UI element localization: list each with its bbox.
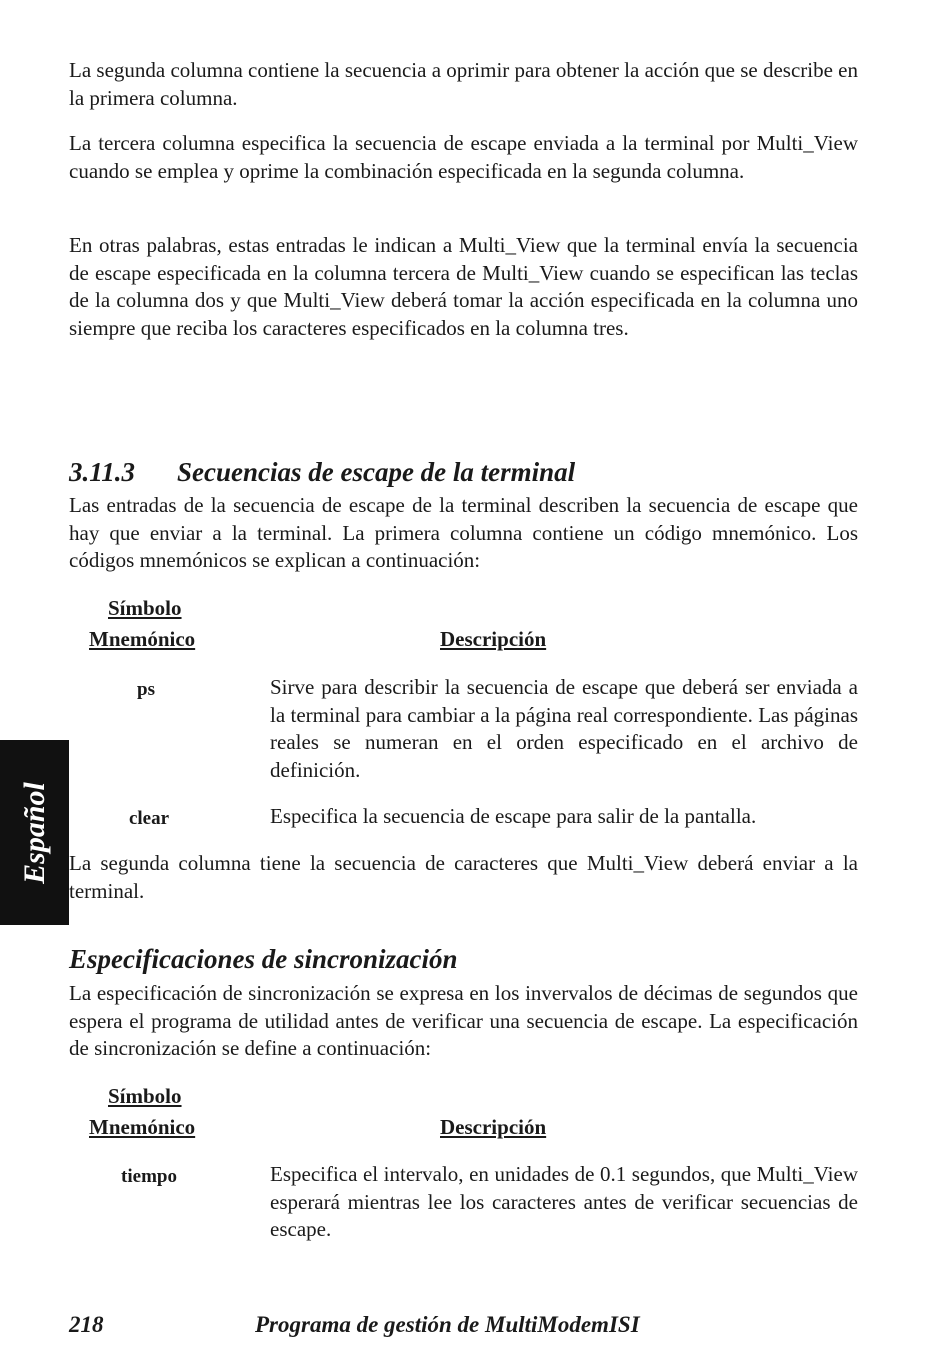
- language-side-tab: [0, 740, 69, 925]
- section-terminal-body: Las entradas de la secuencia de escape de la terminal describen la secuencia de escape que hay que enviar a la terminal. La primera columna contiene un código mnemónico. Los códigos mnemónicos se explican a continuación:: [69, 493, 858, 573]
- intro-paragraph-3: En otras palabras, estas entradas le indican a Multi_View que la terminal envía la secuencia de escape especificada en la columna tercera de Multi_View cuando se especifican las teclas de la columna dos y que Multi_View deberá tomar la acción especificada en la columna uno siempre que reciba los caracteres especificados en la columna tres.: [69, 233, 858, 340]
- section-sync-body: La especificación de sincronización se expresa en los invervalos de décimas de segundos que espera el programa de utilidad antes de verificar una secuencia de escape. La especificación de sincronización se define a continuación:: [69, 981, 858, 1061]
- section-number: 3.11.3: [69, 457, 136, 487]
- table1-desc-ps: Sirve para describir la secuencia de escape que deberá ser enviada a la terminal para cambiar a la página real correspondiente. Las páginas reales se numeran en el orden especificado en el archivo de definición.: [270, 675, 858, 782]
- table2-col1-line2: Mnemónico: [89, 1115, 196, 1139]
- section-terminal-after: La segunda columna tiene la secuencia de caracteres que Multi_View deberá enviar a la terminal.: [69, 851, 858, 903]
- table2-term-tiempo: tiempo: [121, 1166, 177, 1187]
- table1-col2-header: Descripción: [440, 627, 547, 651]
- language-tab-label: Español: [17, 781, 51, 884]
- table1-col1-line2: Mnemónico: [89, 627, 196, 651]
- intro-paragraph-1: La segunda columna contiene la secuencia a oprimir para obtener la acción que se describe en la primera columna.: [69, 58, 858, 110]
- table2-desc-tiempo: Especifica el intervalo, en unidades de 0.1 segundos, que Multi_View esperará mientras lee los caracteres antes de verificar secuencias de escape.: [270, 1162, 858, 1242]
- table1-desc-clear: Especifica la secuencia de escape para salir de la pantalla.: [270, 804, 757, 828]
- table2-col1-line1: Símbolo: [108, 1084, 182, 1108]
- section-title: Secuencias de escape de la terminal: [177, 457, 576, 487]
- section-heading-sync: Especificaciones de sincronización: [69, 944, 458, 974]
- page-number: 218: [69, 1312, 104, 1337]
- section-heading-terminal: [69, 456, 575, 488]
- table1-col1-line1: Símbolo: [108, 596, 182, 620]
- table1-term-clear: clear: [128, 808, 170, 829]
- table2-col2-header: Descripción: [440, 1115, 547, 1139]
- footer-title: Programa de gestión de MultiModemISI: [255, 1312, 640, 1337]
- table1-term-ps: ps: [137, 679, 155, 700]
- intro-paragraph-2: La tercera columna especifica la secuencia de escape enviada a la terminal por Multi_View cuando se emplea y oprime la combinación especificada en la segunda columna.: [69, 131, 858, 183]
